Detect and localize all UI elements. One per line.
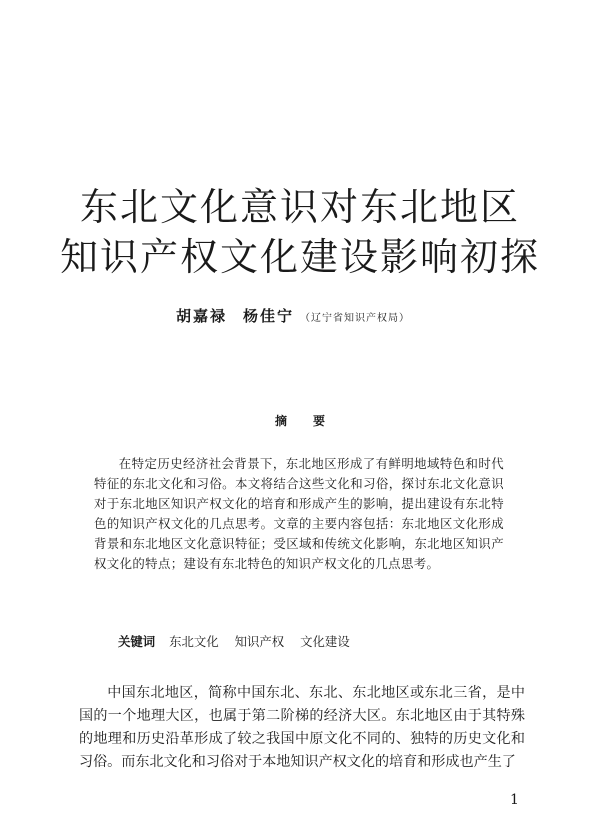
keyword: 东北文化: [169, 634, 219, 649]
keyword: 知识产权: [234, 634, 285, 649]
author-line: [176, 305, 410, 326]
body-paragraph: 中国东北地区，简称中国东北、东北、东北地区或东北三省，是中国的一个地理大区，也属于第二阶梯的经济大区。东北地区由于其特殊的地理和历史沿革形成了较之我国中原文化不同的、独特的历史文化和习俗。而东北文化和习俗对于本地知识产权文化的培育和形成也产生了: [79, 685, 525, 770]
author-affiliation: （辽宁省知识产权局）: [300, 313, 411, 324]
abstract-text: 在特定历史经济社会背景下，东北地区形成了有鲜明地域特色和时代特征的东北文化和习俗。本文将结合这些文化和习俗，探讨东北文化意识对于东北地区知识产权文化的培育和形成产生的影响，提出建设有东北特色的知识产权文化的几点思考。文章的主要内容包括：东北地区文化形成背景和东北地区文化意识特征；受区域和传统文化影响，东北地区知识产权文化的特点；建设有东北特色的知识产权文化的几点思考。: [94, 456, 504, 571]
title-line-1: 东北文化意识对东北地区: [79, 185, 520, 229]
title-line-2: 知识产权文化建设影响初探: [59, 235, 540, 279]
author-name: 杨佳宁: [243, 307, 295, 325]
keyword: 文化建设: [300, 634, 350, 649]
page-number: 1: [510, 792, 519, 808]
keywords-label: 关键词: [118, 634, 156, 649]
abstract-heading: 摘要: [274, 414, 351, 428]
keywords-line: [118, 632, 362, 650]
author-name: 胡嘉禄: [176, 307, 228, 325]
